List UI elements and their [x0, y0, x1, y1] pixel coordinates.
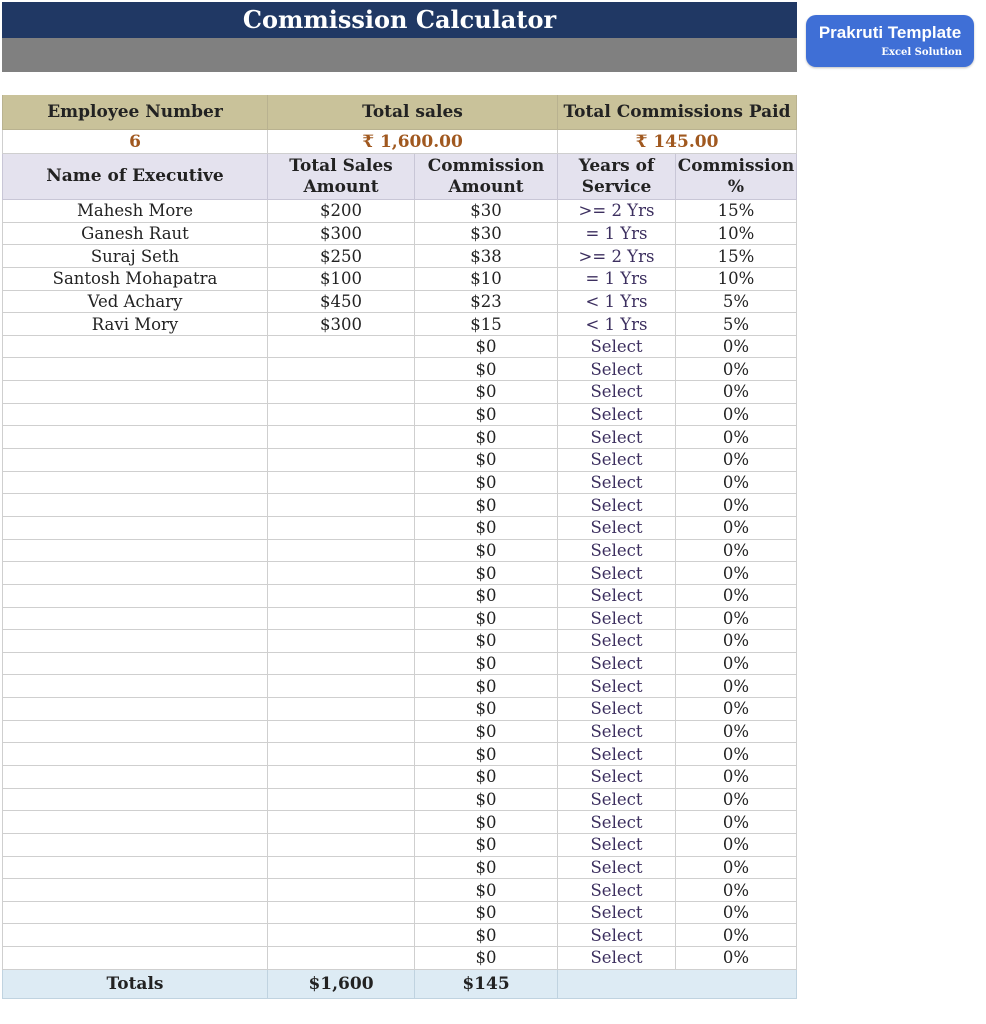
executive-name-cell[interactable]: [2, 924, 268, 947]
commission-amount-cell: $0: [415, 358, 558, 381]
table-row: [2, 517, 797, 540]
table-row: [2, 245, 797, 268]
executive-name-cell[interactable]: [2, 585, 268, 608]
table-row: [2, 743, 797, 766]
years-of-service-select[interactable]: Select: [558, 449, 676, 472]
commission-amount-cell: $0: [415, 675, 558, 698]
executive-name-cell[interactable]: [2, 517, 268, 540]
commission-percent-cell: 0%: [676, 585, 797, 608]
commission-percent-cell: 5%: [676, 313, 797, 336]
years-of-service-select[interactable]: = 1 Yrs: [558, 223, 676, 246]
years-of-service-select[interactable]: Select: [558, 653, 676, 676]
logo-subtitle: Excel Solution: [881, 47, 962, 58]
table-row: [2, 811, 797, 834]
table-row: [2, 494, 797, 517]
table-row: [2, 472, 797, 495]
table-row: [2, 698, 797, 721]
executive-name-cell[interactable]: [2, 449, 268, 472]
sales-amount-cell[interactable]: [268, 608, 415, 631]
executive-name-cell[interactable]: [2, 721, 268, 744]
years-of-service-select[interactable]: = 1 Yrs: [558, 268, 676, 291]
commission-amount-cell: $0: [415, 540, 558, 563]
sales-column-header: Total Sales Amount: [268, 154, 415, 200]
sales-amount-cell[interactable]: [268, 472, 415, 495]
years-of-service-select[interactable]: Select: [558, 675, 676, 698]
years-of-service-select[interactable]: Select: [558, 336, 676, 359]
table-row: [2, 675, 797, 698]
table-row: [2, 381, 797, 404]
years-of-service-select[interactable]: Select: [558, 517, 676, 540]
commission-amount-cell: $0: [415, 381, 558, 404]
commission-percent-cell: 10%: [676, 223, 797, 246]
sales-amount-cell[interactable]: [268, 653, 415, 676]
years-of-service-select[interactable]: Select: [558, 947, 676, 970]
years-of-service-select[interactable]: Select: [558, 381, 676, 404]
commission-percent-cell: 10%: [676, 268, 797, 291]
years-of-service-select[interactable]: Select: [558, 857, 676, 880]
years-of-service-select[interactable]: Select: [558, 721, 676, 744]
commission-amount-cell: $0: [415, 698, 558, 721]
executive-name-cell[interactable]: [2, 472, 268, 495]
years-of-service-select[interactable]: Select: [558, 404, 676, 427]
commission-amount-cell: $15: [415, 313, 558, 336]
years-of-service-select[interactable]: < 1 Yrs: [558, 291, 676, 314]
commission-percent-cell: 0%: [676, 653, 797, 676]
executive-name-cell[interactable]: [2, 381, 268, 404]
years-of-service-select[interactable]: Select: [558, 743, 676, 766]
commission-percent-cell: 0%: [676, 426, 797, 449]
commission-amount-cell: $0: [415, 653, 558, 676]
commission-amount-cell: $0: [415, 834, 558, 857]
commission-amount-cell: $0: [415, 743, 558, 766]
commission-percent-cell: 0%: [676, 721, 797, 744]
years-of-service-select[interactable]: Select: [558, 472, 676, 495]
table-row: [2, 947, 797, 970]
commission-percent-cell: 0%: [676, 789, 797, 812]
commission-percent-cell: 5%: [676, 291, 797, 314]
executive-name-cell[interactable]: [2, 653, 268, 676]
executive-name-cell[interactable]: [2, 902, 268, 925]
table-row: [2, 585, 797, 608]
sales-amount-cell[interactable]: [268, 449, 415, 472]
executive-name-cell[interactable]: [2, 630, 268, 653]
years-of-service-select[interactable]: Select: [558, 902, 676, 925]
total-commissions-header: Total Commissions Paid: [558, 95, 797, 130]
sales-amount-cell[interactable]: [268, 381, 415, 404]
sales-amount-cell[interactable]: $450: [268, 291, 415, 314]
commission-amount-cell: $0: [415, 947, 558, 970]
table-row: [2, 653, 797, 676]
executive-name-cell[interactable]: [2, 675, 268, 698]
commission-amount-cell: $0: [415, 494, 558, 517]
years-of-service-select[interactable]: Select: [558, 834, 676, 857]
sales-amount-cell[interactable]: $300: [268, 223, 415, 246]
commission-percent-cell: 0%: [676, 381, 797, 404]
executive-name-cell[interactable]: [2, 336, 268, 359]
executive-name-cell[interactable]: [2, 608, 268, 631]
sales-amount-cell[interactable]: [268, 879, 415, 902]
commission-amount-cell: $0: [415, 336, 558, 359]
sales-amount-cell[interactable]: [268, 336, 415, 359]
table-row: [2, 902, 797, 925]
commission-amount-cell: $30: [415, 200, 558, 223]
table-row: [2, 789, 797, 812]
commission-percent-cell: 0%: [676, 517, 797, 540]
years-of-service-select[interactable]: Select: [558, 789, 676, 812]
executive-name-cell[interactable]: [2, 834, 268, 857]
table-row: [2, 857, 797, 880]
brand-logo: [806, 15, 974, 67]
executive-name-cell[interactable]: [2, 562, 268, 585]
sales-amount-cell[interactable]: [268, 426, 415, 449]
sales-amount-cell[interactable]: [268, 585, 415, 608]
sales-amount-cell[interactable]: [268, 902, 415, 925]
sales-amount-cell[interactable]: [268, 630, 415, 653]
commission-percent-cell: 0%: [676, 743, 797, 766]
sales-amount-cell[interactable]: [268, 698, 415, 721]
years-of-service-select[interactable]: Select: [558, 698, 676, 721]
total-sales-value[interactable]: ₹ 1,600.00: [268, 130, 558, 154]
table-row: [2, 540, 797, 563]
sales-amount-cell[interactable]: [268, 358, 415, 381]
table-row: [2, 721, 797, 744]
years-of-service-select[interactable]: >= 2 Yrs: [558, 245, 676, 268]
executive-name-cell[interactable]: [2, 494, 268, 517]
commission-percent-cell: 0%: [676, 630, 797, 653]
executive-name-cell[interactable]: [2, 743, 268, 766]
commission-percent-cell: 0%: [676, 540, 797, 563]
table-row: [2, 223, 797, 246]
commission-percent-cell: 0%: [676, 947, 797, 970]
sales-amount-cell[interactable]: [268, 562, 415, 585]
table-row: [2, 426, 797, 449]
commission-amount-cell: $0: [415, 811, 558, 834]
executive-name-cell[interactable]: [2, 811, 268, 834]
commission-percent-cell: 0%: [676, 857, 797, 880]
sales-amount-cell[interactable]: [268, 721, 415, 744]
years-of-service-select[interactable]: Select: [558, 585, 676, 608]
table-row: [2, 404, 797, 427]
years-of-service-select[interactable]: Select: [558, 358, 676, 381]
table-row: [2, 630, 797, 653]
executive-name-cell[interactable]: [2, 404, 268, 427]
years-of-service-select[interactable]: Select: [558, 494, 676, 517]
commission-percent-cell: 0%: [676, 562, 797, 585]
commission-amount-cell: $0: [415, 857, 558, 880]
sales-amount-cell[interactable]: [268, 517, 415, 540]
years-of-service-select[interactable]: Select: [558, 811, 676, 834]
table-row: [2, 449, 797, 472]
years-of-service-select[interactable]: Select: [558, 766, 676, 789]
years-column-header: Years of Service: [558, 154, 676, 200]
totals-label: Totals: [2, 970, 268, 999]
executive-name-cell[interactable]: [2, 879, 268, 902]
commission-column-header: Commission Amount: [415, 154, 558, 200]
logo-title: Prakruti Template: [818, 23, 962, 42]
table-row: [2, 879, 797, 902]
years-of-service-select[interactable]: Select: [558, 630, 676, 653]
commission-percent-cell: 0%: [676, 404, 797, 427]
sales-amount-cell[interactable]: [268, 924, 415, 947]
sales-amount-cell[interactable]: $250: [268, 245, 415, 268]
totals-sales-value: $1,600: [268, 970, 415, 999]
sales-amount-cell[interactable]: [268, 834, 415, 857]
executive-name-cell[interactable]: [2, 426, 268, 449]
executive-name-cell[interactable]: [2, 766, 268, 789]
commission-amount-cell: $10: [415, 268, 558, 291]
years-of-service-select[interactable]: Select: [558, 426, 676, 449]
table-row: [2, 200, 797, 223]
page-title: Commission Calculator: [2, 2, 797, 38]
table-row: [2, 336, 797, 359]
sales-amount-cell[interactable]: $300: [268, 313, 415, 336]
commission-amount-cell: $0: [415, 404, 558, 427]
sales-amount-cell[interactable]: [268, 404, 415, 427]
commission-amount-cell: $0: [415, 517, 558, 540]
table-row: [2, 608, 797, 631]
commission-amount-cell: $0: [415, 766, 558, 789]
years-of-service-select[interactable]: Select: [558, 924, 676, 947]
years-of-service-select[interactable]: Select: [558, 540, 676, 563]
table-row: [2, 562, 797, 585]
years-of-service-select[interactable]: Select: [558, 608, 676, 631]
sales-amount-cell[interactable]: [268, 675, 415, 698]
commission-percent-cell: 0%: [676, 766, 797, 789]
total-commissions-value[interactable]: ₹ 145.00: [558, 130, 797, 154]
commission-amount-cell: $0: [415, 924, 558, 947]
commission-amount-cell: $0: [415, 472, 558, 495]
header-band: [2, 38, 797, 72]
commission-amount-cell: $0: [415, 630, 558, 653]
totals-row: [2, 970, 797, 999]
commission-percent-cell: 0%: [676, 472, 797, 495]
years-of-service-select[interactable]: Select: [558, 562, 676, 585]
commission-percent-cell: 0%: [676, 358, 797, 381]
commission-percent-cell: 0%: [676, 608, 797, 631]
column-header-row: [2, 154, 797, 200]
executive-name-cell[interactable]: [2, 698, 268, 721]
commission-percent-cell: 0%: [676, 879, 797, 902]
employee-number-value[interactable]: 6: [2, 130, 268, 154]
sales-amount-cell[interactable]: [268, 947, 415, 970]
executive-name-cell[interactable]: Ganesh Raut: [2, 223, 268, 246]
summary-values-row: [2, 130, 797, 154]
table-row: [2, 313, 797, 336]
commission-percent-cell: 0%: [676, 698, 797, 721]
sales-amount-cell[interactable]: [268, 743, 415, 766]
commission-percent-cell: 0%: [676, 449, 797, 472]
employee-number-header: Employee Number: [2, 95, 268, 130]
commission-percent-cell: 0%: [676, 834, 797, 857]
sales-amount-cell[interactable]: [268, 811, 415, 834]
commission-percent-cell: 0%: [676, 902, 797, 925]
sales-amount-cell[interactable]: [268, 766, 415, 789]
commission-percent-cell: 0%: [676, 811, 797, 834]
years-of-service-select[interactable]: Select: [558, 879, 676, 902]
executive-name-cell[interactable]: Santosh Mohapatra: [2, 268, 268, 291]
sales-amount-cell[interactable]: [268, 789, 415, 812]
executive-name-cell[interactable]: Ravi Mory: [2, 313, 268, 336]
executive-name-cell[interactable]: [2, 540, 268, 563]
commission-percent-cell: 0%: [676, 336, 797, 359]
commission-percent-cell: 15%: [676, 245, 797, 268]
table-row: [2, 834, 797, 857]
sales-amount-cell[interactable]: [268, 540, 415, 563]
summary-header-row: [2, 95, 797, 130]
sales-amount-cell[interactable]: [268, 857, 415, 880]
commission-amount-cell: $0: [415, 879, 558, 902]
commission-percent-cell: 15%: [676, 200, 797, 223]
executive-name-cell[interactable]: Ved Achary: [2, 291, 268, 314]
commission-percent-cell: 0%: [676, 675, 797, 698]
total-sales-header: Total sales: [268, 95, 558, 130]
commission-amount-cell: $0: [415, 426, 558, 449]
commission-amount-cell: $0: [415, 585, 558, 608]
executive-name-cell[interactable]: [2, 358, 268, 381]
commission-amount-cell: $0: [415, 449, 558, 472]
table-row: [2, 268, 797, 291]
totals-commission-value: $145: [415, 970, 558, 999]
years-of-service-select[interactable]: >= 2 Yrs: [558, 200, 676, 223]
executive-name-cell[interactable]: [2, 857, 268, 880]
table-row: [2, 766, 797, 789]
commission-percent-cell: 0%: [676, 924, 797, 947]
commission-amount-cell: $30: [415, 223, 558, 246]
commission-amount-cell: $0: [415, 608, 558, 631]
table-row: [2, 358, 797, 381]
table-row: [2, 924, 797, 947]
sales-amount-cell[interactable]: [268, 494, 415, 517]
commission-amount-cell: $0: [415, 902, 558, 925]
table-row: [2, 291, 797, 314]
years-of-service-select[interactable]: < 1 Yrs: [558, 313, 676, 336]
commission-amount-cell: $0: [415, 789, 558, 812]
executive-name-cell[interactable]: Mahesh More: [2, 200, 268, 223]
commission-amount-cell: $0: [415, 562, 558, 585]
sales-amount-cell[interactable]: $200: [268, 200, 415, 223]
commission-percent-cell: 0%: [676, 494, 797, 517]
executive-name-cell[interactable]: [2, 789, 268, 812]
name-column-header: Name of Executive: [2, 154, 268, 200]
commission-amount-cell: $0: [415, 721, 558, 744]
totals-empty-cell: [558, 970, 797, 999]
commission-amount-cell: $23: [415, 291, 558, 314]
executive-name-cell[interactable]: Suraj Seth: [2, 245, 268, 268]
commission-amount-cell: $38: [415, 245, 558, 268]
sales-amount-cell[interactable]: $100: [268, 268, 415, 291]
executive-name-cell[interactable]: [2, 947, 268, 970]
percent-column-header: Commission %: [676, 154, 797, 200]
